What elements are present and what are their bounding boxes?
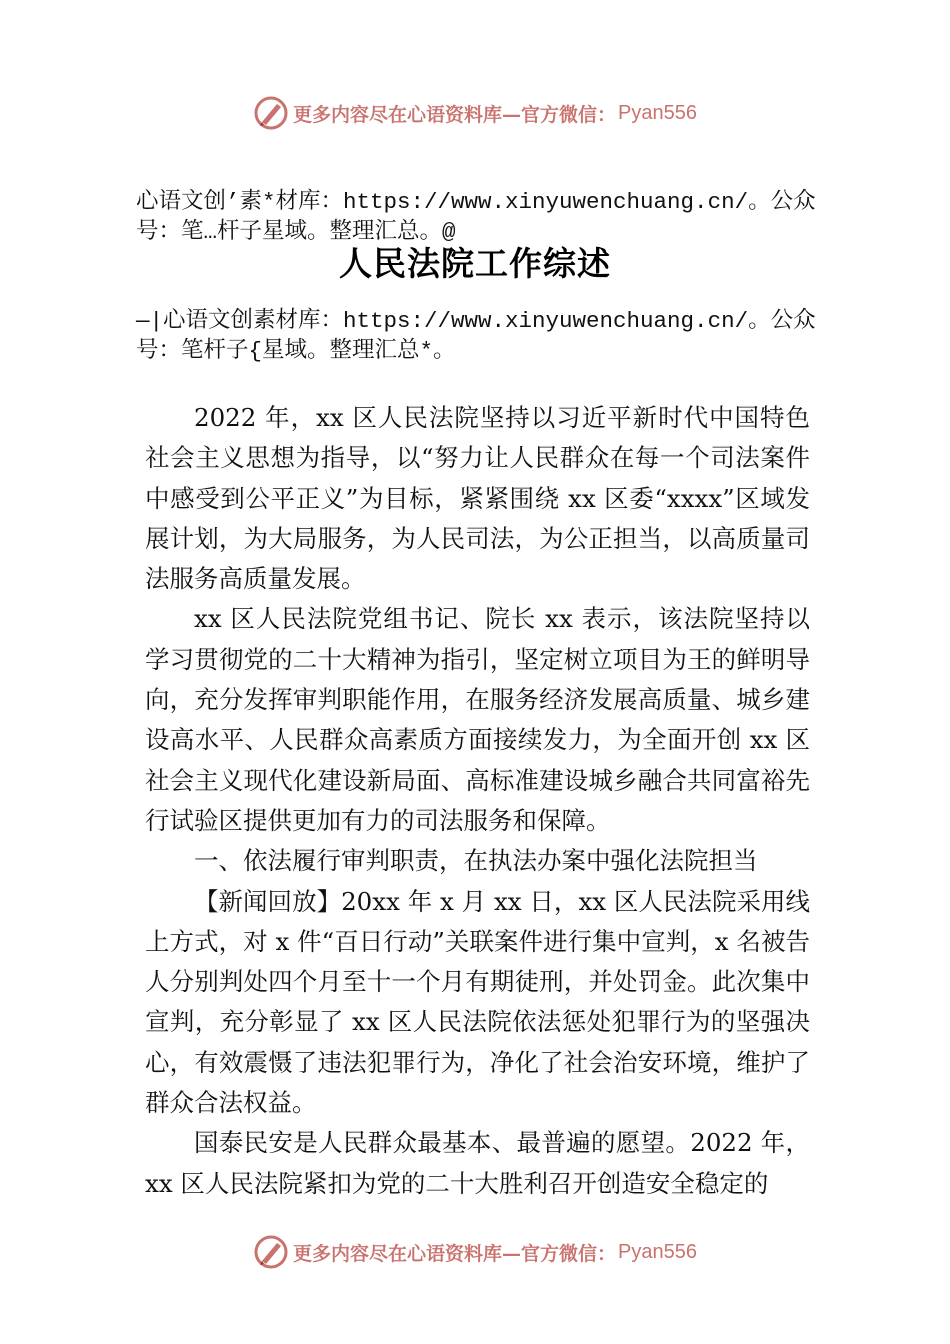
paragraph: 【新闻回放】20xx 年 x 月 xx 日，xx 区人民法院采用线上方式，对 x 件“百日行动”关联案件进行集中宣判，x 名被告人分别判处四个月至十一个月有期徒刑，并处罚金。此次集中宣判，充分彰显了 xx 区人民法院依法惩处犯罪行为的坚强决心，有效震慑了违法犯罪行为，净化了社会治安环境，维护了群众合法权益。 xyxy=(145,886,810,1118)
banner-wechat-id: Pyan556 xyxy=(618,1240,697,1263)
banner-text: 更多内容尽在心语资料库—官方微信： xyxy=(293,103,617,126)
source-notice-second: —|心语文创素材库：https://www.xinyuwenchuang.cn/。公众号：笔杆子{星域。整理汇总*。 xyxy=(136,308,816,364)
section-heading: 一、依法履行审判职责，在执法办案中强化法院担当 xyxy=(194,846,758,876)
footer-banner xyxy=(0,1232,950,1272)
document-title: 人民法院工作综述 xyxy=(339,244,611,283)
banner-text: 更多内容尽在心语资料库—官方微信： xyxy=(293,1242,617,1265)
source-notice-top: 心语文创’素*材库：https://www.xinyuwenchuang.cn/。公众号：笔…杆子星域。整理汇总。@ xyxy=(136,189,816,245)
banner-wechat-id: Pyan556 xyxy=(618,101,697,124)
header-banner xyxy=(0,93,950,133)
pen-logo-icon xyxy=(253,95,289,131)
document-body xyxy=(145,398,810,1204)
pen-logo-icon xyxy=(253,1234,289,1270)
paragraph: 2022 年，xx 区人民法院坚持以习近平新时代中国特色社会主义思想为指导，以“努力让人民群众在每一个司法案件中感受到公平正义”为目标，紧紧围绕 xx 区委“xxxx”区域发展计划，为大局服务，为人民司法，为公正担当，以高质量司法服务高质量发展。 xyxy=(145,403,810,594)
paragraph: 国泰民安是人民群众最基本、最普遍的愿望。2022 年，xx 区人民法院紧扣为党的二十大胜利召开创造安全稳定的 xyxy=(145,1128,810,1198)
paragraph: xx 区人民法院党组书记、院长 xx 表示，该法院坚持以学习贯彻党的二十大精神为指引，坚定树立项目为王的鲜明导向，充分发挥审判职能作用，在服务经济发展高质量、城乡建设高水平、人民群众高素质方面接续发力，为全面开创 xx 区社会主义现代化建设新局面、高标准建设城乡融合共同富裕先行试验区提供更加有力的司法服务和保障。 xyxy=(145,604,810,835)
